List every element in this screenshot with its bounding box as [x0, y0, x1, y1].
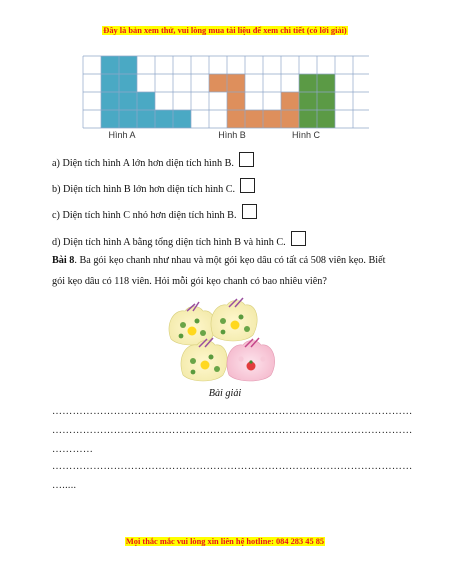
- shape-c-cell: [299, 92, 317, 110]
- statement-c-text: c) Diện tích hình C nhỏ hơn diện tích hình B.: [52, 210, 237, 221]
- shape-a-cell: [155, 110, 173, 128]
- shape-a-cell: [119, 110, 137, 128]
- label-shape-a: Hình A: [108, 130, 136, 140]
- statement-d-text: d) Diện tích hình A bằng tổng diện tích hình B và hình C.: [52, 237, 286, 248]
- shape-c-cell: [317, 110, 335, 128]
- shape-a-cell: [137, 92, 155, 110]
- shape-b-cell: [227, 74, 245, 92]
- statement-a: [52, 152, 254, 169]
- shape-c-cell: [317, 74, 335, 92]
- footer-notice: [0, 537, 450, 546]
- shape-a-cell: [173, 110, 191, 128]
- label-shape-b: Hình B: [218, 130, 246, 140]
- answer-line-4[interactable]: ……………………………………………………………………………………………: [52, 461, 413, 472]
- exercise-text: . Ba gói kẹo chanh như nhau và một gói kẹo dâu có tất cả 508 viên kẹo. Biết gói kẹo dâu có 118 viên. Hỏi mỗi gói kẹo chanh có bao nhiêu viên?: [52, 255, 386, 287]
- shape-b-cell: [227, 92, 245, 110]
- answer-line-2[interactable]: ……………………………………………………………………………………………: [52, 425, 413, 436]
- shape-c-cell: [299, 110, 317, 128]
- shape-a-cell: [101, 110, 119, 128]
- answer-line-1[interactable]: ……………………………………………………………………………………………: [52, 406, 413, 417]
- label-shape-c: Hình C: [291, 130, 321, 140]
- shape-b-cell: [245, 110, 263, 128]
- answer-line-5[interactable]: ….....: [52, 480, 77, 491]
- area-comparison-figure: [81, 54, 369, 144]
- exercise-8: [52, 250, 397, 292]
- solution-title: Bài giải: [208, 388, 242, 399]
- shape-b-cell: [263, 110, 281, 128]
- shape-b-cell: [281, 110, 299, 128]
- shape-a-cell: [137, 110, 155, 128]
- lemon-candy-bag-1: [169, 302, 215, 345]
- strawberry-candy-bag: [227, 338, 275, 381]
- header-notice-text: Đây là bản xem thử, vui lòng mua tài liệu để xem chi tiết (có lời giải): [103, 26, 347, 35]
- shape-b: [209, 74, 299, 128]
- shape-c-cell: [299, 74, 317, 92]
- shape-a-cell: [119, 74, 137, 92]
- shape-b-cell: [227, 110, 245, 128]
- answer-checkbox-b[interactable]: [240, 178, 255, 193]
- answer-checkbox-d[interactable]: [291, 231, 306, 246]
- footer-notice-text: Mọi thắc mắc vui lòng xin liên hệ hotline: 084 283 45 85: [125, 537, 325, 546]
- shape-b-cell: [209, 74, 227, 92]
- shape-b-cell: [281, 92, 299, 110]
- statement-b-text: b) Diện tích hình B lớn hơn diện tích hình C.: [52, 184, 236, 195]
- statement-b: [52, 178, 255, 195]
- statement-d: [52, 231, 306, 248]
- shape-a-cell: [101, 56, 119, 74]
- shape-c-cell: [317, 92, 335, 110]
- shape-a-cell: [119, 56, 137, 74]
- statement-a-text: a) Diện tích hình A lớn hơn diện tích hình B.: [52, 158, 234, 169]
- candy-bags-illustration: [163, 295, 287, 383]
- shape-a-cell: [101, 74, 119, 92]
- shape-a-cell: [101, 92, 119, 110]
- exercise-label: Bài 8: [52, 255, 75, 266]
- shape-a-cell: [119, 92, 137, 110]
- answer-checkbox-a[interactable]: [239, 152, 254, 167]
- answer-line-3[interactable]: …………: [52, 444, 94, 455]
- lemon-candy-bag-2: [211, 298, 257, 341]
- statement-c: [52, 204, 257, 221]
- answer-checkbox-c[interactable]: [242, 204, 257, 219]
- header-notice: [0, 26, 450, 35]
